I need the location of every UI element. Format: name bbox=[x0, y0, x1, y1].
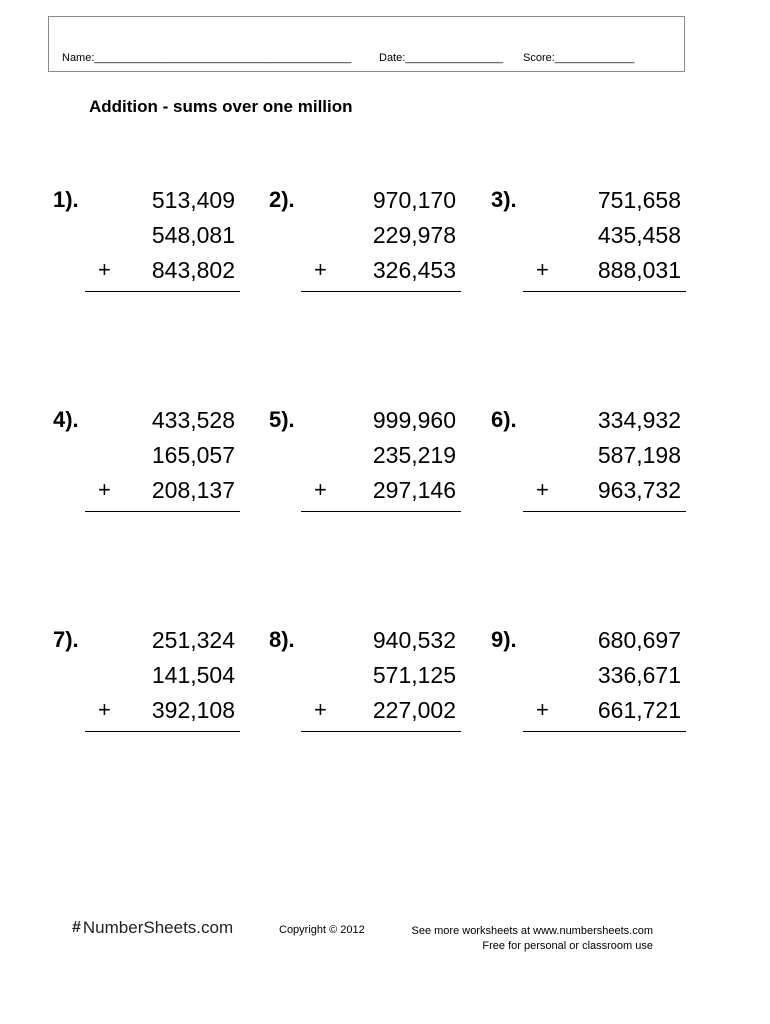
plus-sign: + bbox=[98, 697, 111, 722]
sum-rule bbox=[85, 511, 240, 512]
addend-3: 661,721 bbox=[597, 697, 681, 723]
addend-1: 334,932 bbox=[597, 407, 681, 433]
problem-1 bbox=[53, 187, 240, 317]
addend-2: 548,081 bbox=[151, 222, 235, 248]
score-field: Score:_____________ bbox=[523, 52, 635, 64]
hash-logo-icon: # bbox=[72, 919, 81, 936]
plus-sign: + bbox=[98, 257, 111, 282]
sum-rule bbox=[523, 291, 686, 292]
problem-number: 9). bbox=[491, 627, 517, 652]
problem-number: 4). bbox=[53, 407, 79, 432]
addend-3: 208,137 bbox=[151, 477, 235, 503]
problem-number: 6). bbox=[491, 407, 517, 432]
plus-sign: + bbox=[314, 697, 327, 722]
problem-4 bbox=[53, 407, 240, 537]
problem-7 bbox=[53, 627, 240, 757]
addend-1: 970,170 bbox=[372, 187, 456, 213]
logo-text: NumberSheets.com bbox=[82, 918, 234, 937]
sum-rule bbox=[523, 511, 686, 512]
copyright-text: Copyright © 2012 bbox=[279, 924, 365, 936]
addend-3: 888,031 bbox=[597, 257, 681, 283]
addend-3: 297,146 bbox=[372, 477, 456, 503]
footer-more-info bbox=[380, 924, 653, 954]
addend-3: 392,108 bbox=[151, 697, 235, 723]
plus-sign: + bbox=[98, 477, 111, 502]
problem-number: 5). bbox=[269, 407, 295, 432]
addend-2: 235,219 bbox=[372, 442, 456, 468]
problem-9 bbox=[491, 627, 686, 757]
numbersheets-logo bbox=[72, 918, 233, 938]
worksheet-title: Addition - sums over one million bbox=[89, 97, 353, 116]
addend-3: 843,802 bbox=[151, 257, 235, 283]
problem-number: 1). bbox=[53, 187, 79, 212]
addend-3: 963,732 bbox=[597, 477, 681, 503]
plus-sign: + bbox=[536, 697, 549, 722]
addend-1: 513,409 bbox=[151, 187, 235, 213]
sum-rule bbox=[301, 291, 461, 292]
sum-rule bbox=[85, 291, 240, 292]
name-field: Name:__________________________________________ bbox=[62, 52, 352, 64]
addend-2: 141,504 bbox=[151, 662, 235, 688]
problem-5 bbox=[269, 407, 461, 537]
addend-3: 227,002 bbox=[372, 697, 456, 723]
problem-number: 7). bbox=[53, 627, 79, 652]
addend-2: 587,198 bbox=[597, 442, 681, 468]
addend-3: 326,453 bbox=[372, 257, 456, 283]
sum-rule bbox=[523, 731, 686, 732]
problem-6 bbox=[491, 407, 686, 537]
problem-8 bbox=[269, 627, 461, 757]
addend-2: 571,125 bbox=[372, 662, 456, 688]
sum-rule bbox=[301, 731, 461, 732]
addend-1: 751,658 bbox=[597, 187, 681, 213]
plus-sign: + bbox=[314, 257, 327, 282]
plus-sign: + bbox=[536, 477, 549, 502]
addend-1: 251,324 bbox=[151, 627, 235, 653]
problem-number: 8). bbox=[269, 627, 295, 652]
sum-rule bbox=[301, 511, 461, 512]
date-field: Date:________________ bbox=[379, 52, 504, 64]
addend-2: 435,458 bbox=[597, 222, 681, 248]
problem-number: 3). bbox=[491, 187, 517, 212]
sum-rule bbox=[85, 731, 240, 732]
usage-text: Free for personal or classroom use bbox=[482, 940, 653, 952]
more-worksheets-text: See more worksheets at www.numbersheets.com bbox=[411, 925, 653, 937]
problem-number: 2). bbox=[269, 187, 295, 212]
addend-1: 999,960 bbox=[372, 407, 456, 433]
addend-2: 165,057 bbox=[151, 442, 235, 468]
problem-2 bbox=[269, 187, 461, 317]
plus-sign: + bbox=[314, 477, 327, 502]
addend-1: 433,528 bbox=[151, 407, 235, 433]
problem-3 bbox=[491, 187, 686, 317]
plus-sign: + bbox=[536, 257, 549, 282]
addend-1: 940,532 bbox=[372, 627, 456, 653]
addend-2: 336,671 bbox=[597, 662, 681, 688]
addend-2: 229,978 bbox=[372, 222, 456, 248]
addend-1: 680,697 bbox=[597, 627, 681, 653]
